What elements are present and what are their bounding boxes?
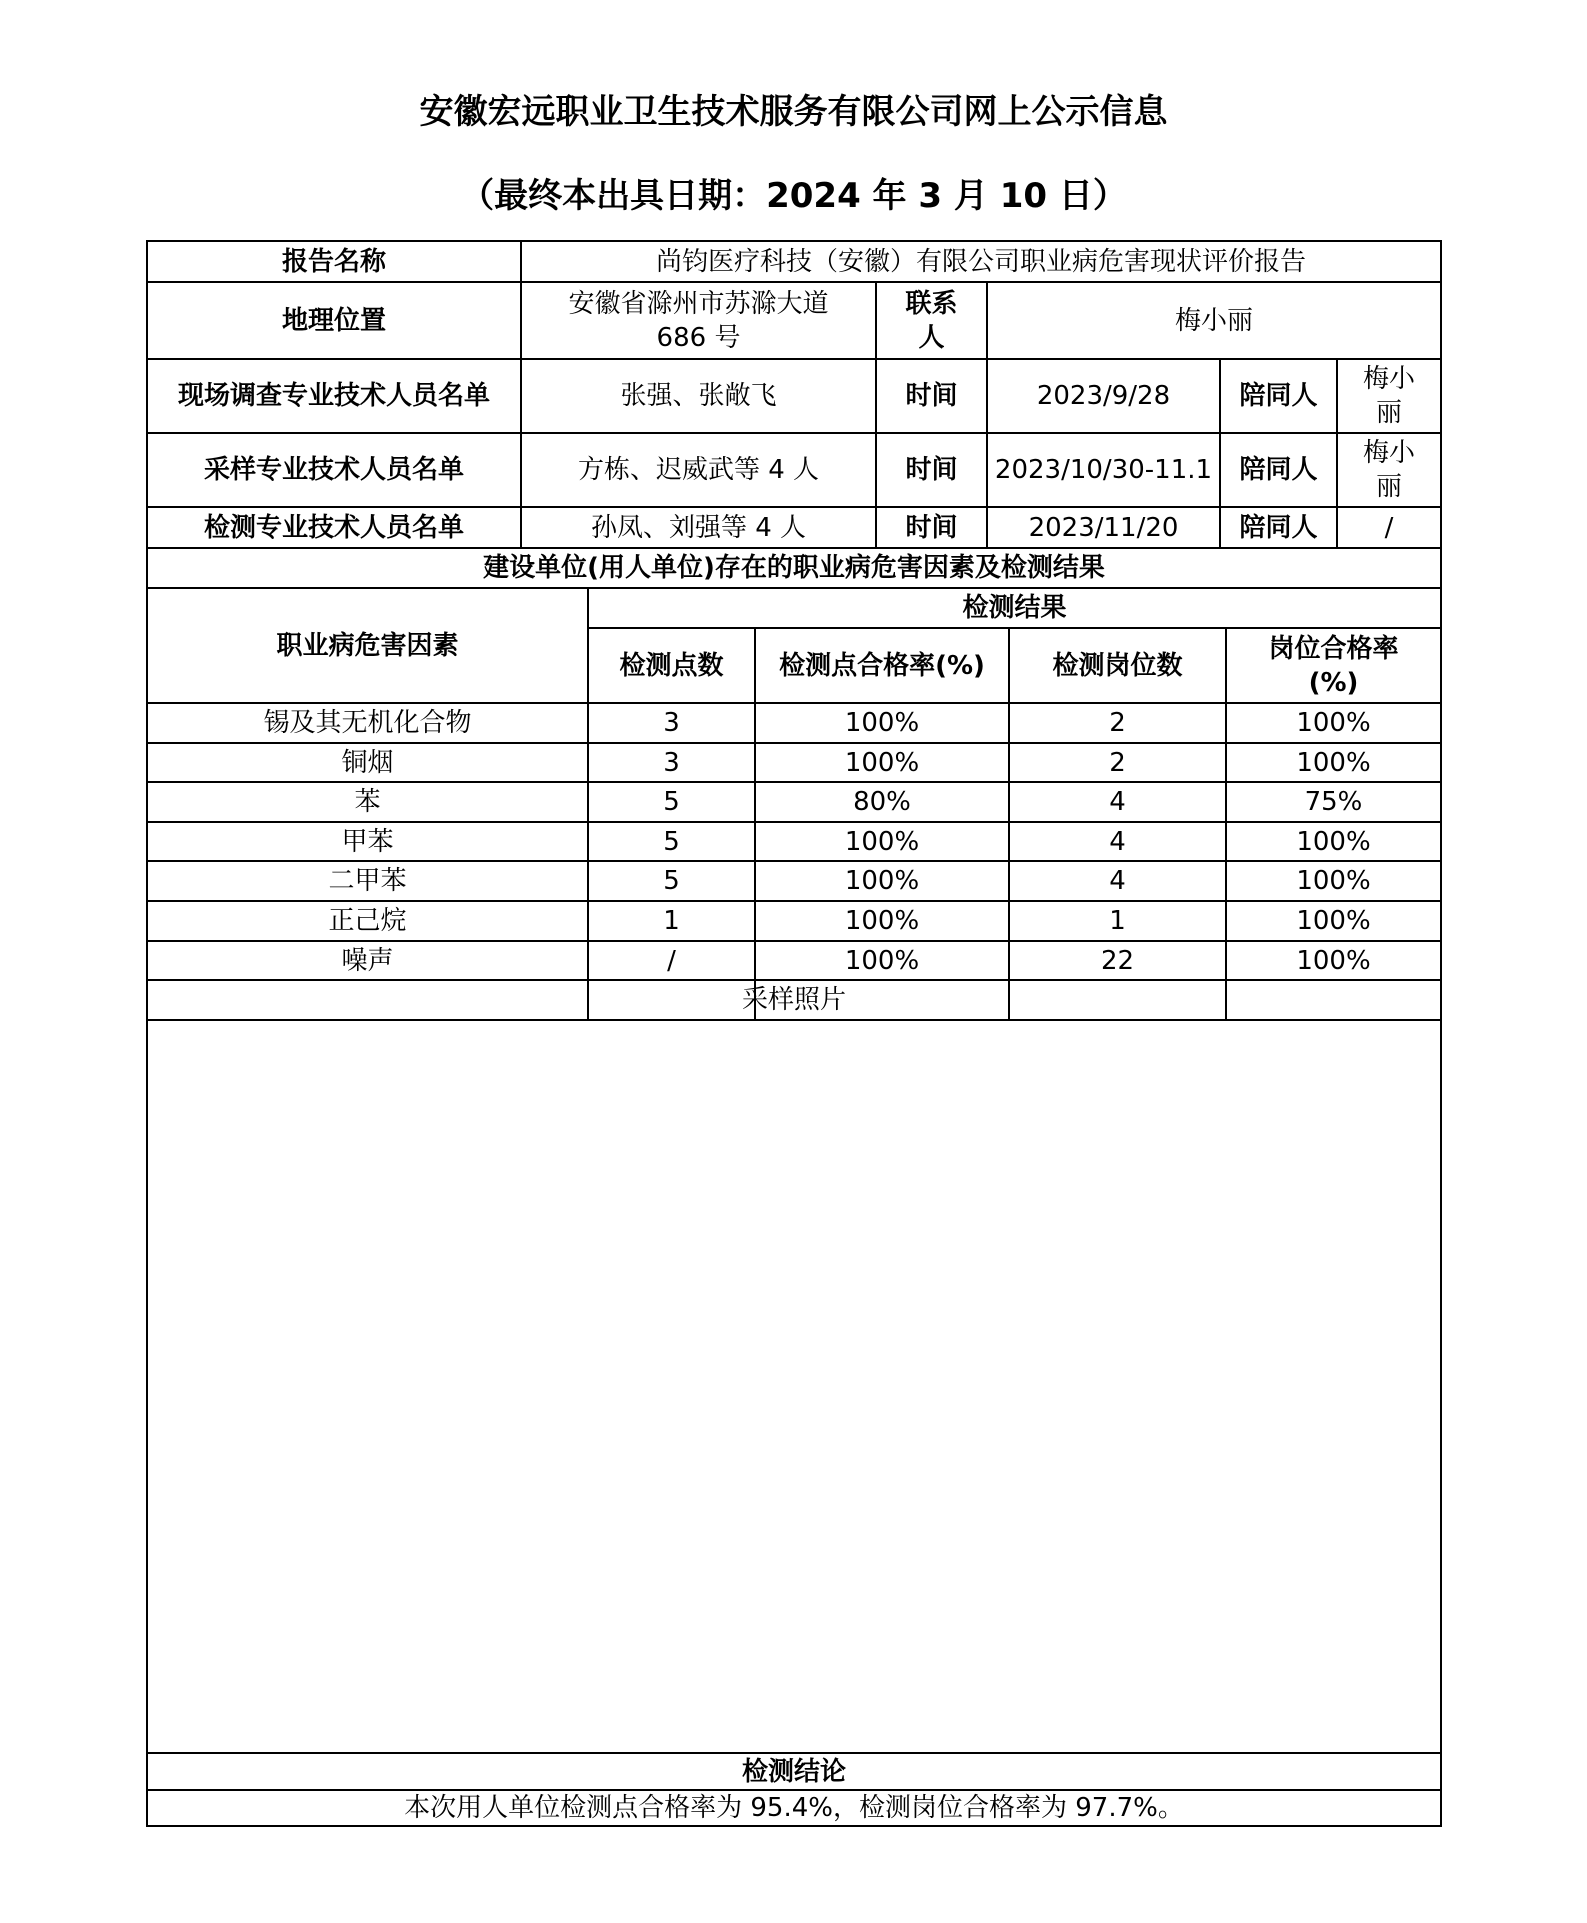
posts-cell: 4: [1109, 787, 1126, 817]
factor-cell: 锡及其无机化合物: [263, 708, 472, 738]
sampling-label: 采样专业技术人员名单: [203, 455, 464, 485]
factor-cell: 甲苯: [341, 826, 394, 857]
points-cell: 3: [663, 708, 680, 738]
points-cell: 5: [663, 866, 680, 896]
issue-date: （最终本出具日期：2024 年 3 月 10 日）: [460, 176, 1127, 216]
conclusion-text: 本次用人单位检测点合格率为 95.4%，检测岗位合格率为 97.7%。: [404, 1793, 1184, 1823]
contact-label-line-1: 联系: [905, 288, 958, 319]
posts-cell: 2: [1109, 747, 1126, 778]
testing-label: 检测专业技术人员名单: [203, 512, 464, 543]
sampling-companion-line-2: 丽: [1375, 472, 1402, 502]
post-rate-cell: 100%: [1296, 826, 1371, 857]
sampling-companion-label: 陪同人: [1239, 455, 1318, 485]
location-label: 地理位置: [281, 305, 386, 336]
results-header: 检测结果: [962, 593, 1067, 623]
factor-cell: 二甲苯: [328, 866, 407, 896]
testing-staff: 孙凤、刘强等 4 人: [590, 512, 807, 543]
col-points-header: 检测点数: [619, 650, 724, 681]
hazards-section-title: 建设单位(用人单位)存在的职业病危害因素及检测结果: [483, 553, 1105, 583]
sampling-time-label: 时间: [905, 455, 958, 485]
col-post-rate-line-1: 岗位合格率: [1268, 633, 1399, 664]
sampling-time: 2023/10/30-11.1: [994, 455, 1213, 485]
location-line-2: 686 号: [656, 322, 741, 353]
post-rate-cell: 100%: [1296, 747, 1371, 778]
point-rate-cell: 100%: [844, 866, 920, 896]
report-table: [146, 240, 1442, 1827]
survey-companion: [1338, 360, 1440, 432]
factor-cell: 噪声: [341, 945, 394, 976]
contact-value: 梅小丽: [1174, 305, 1253, 336]
conclusion-label: 检测结论: [741, 1756, 846, 1787]
posts-cell: 22: [1100, 945, 1135, 976]
testing-companion: /: [1384, 512, 1394, 543]
factor-header: 职业病危害因素: [276, 630, 459, 661]
survey-companion-line-2: 丽: [1375, 398, 1402, 428]
photos-label: 采样照片: [741, 985, 846, 1015]
survey-time: 2023/9/28: [1036, 381, 1171, 411]
testing-companion-label: 陪同人: [1239, 512, 1318, 543]
report-name-label: 报告名称: [281, 246, 386, 277]
survey-staff: 张强、张敞飞: [620, 381, 777, 411]
photos-area: [148, 1021, 1440, 1752]
post-rate-cell: 100%: [1296, 708, 1371, 738]
location-value: [522, 283, 875, 358]
page-title: 安徽宏远职业卫生技术服务有限公司网上公示信息: [419, 92, 1168, 132]
post-rate-cell: 100%: [1296, 866, 1371, 896]
post-rate-cell: 75%: [1304, 787, 1363, 817]
point-rate-cell: 100%: [844, 747, 920, 778]
post-rate-cell: 100%: [1296, 906, 1371, 936]
survey-time-label: 时间: [905, 381, 958, 411]
sampling-companion-line-1: 梅小: [1362, 438, 1415, 468]
factor-cell: 铜烟: [341, 747, 394, 778]
testing-time-label: 时间: [905, 512, 958, 543]
points-cell: 3: [663, 747, 680, 778]
survey-label: 现场调查专业技术人员名单: [177, 381, 490, 411]
factor-cell: 苯: [354, 787, 381, 817]
point-rate-cell: 100%: [844, 945, 920, 976]
location-line-1: 安徽省滁州市苏滁大道: [568, 288, 829, 319]
point-rate-cell: 100%: [844, 826, 920, 857]
posts-cell: 1: [1109, 906, 1126, 936]
contact-label: [877, 283, 986, 358]
points-cell: 1: [663, 906, 680, 936]
point-rate-cell: 100%: [844, 906, 920, 936]
posts-cell: 4: [1109, 826, 1126, 857]
factor-cell: 正己烷: [328, 906, 407, 936]
contact-label-line-2: 人: [918, 322, 945, 353]
posts-cell: 4: [1109, 866, 1126, 896]
post-rate-cell: 100%: [1296, 945, 1371, 976]
survey-companion-label: 陪同人: [1239, 381, 1318, 411]
point-rate-cell: 100%: [844, 708, 920, 738]
report-name-value: 尚钧医疗科技（安徽）有限公司职业病危害现状评价报告: [655, 246, 1306, 277]
points-cell: /: [667, 945, 676, 976]
col-post-rate-header: [1227, 629, 1440, 702]
points-cell: 5: [663, 826, 680, 857]
posts-cell: 2: [1109, 708, 1126, 738]
testing-time: 2023/11/20: [1028, 512, 1179, 543]
col-posts-header: 检测岗位数: [1052, 650, 1183, 681]
sampling-companion: [1338, 434, 1440, 506]
col-post-rate-line-2: (%): [1308, 667, 1359, 698]
points-cell: 5: [663, 787, 680, 817]
survey-companion-line-1: 梅小: [1362, 364, 1415, 394]
point-rate-cell: 80%: [853, 787, 911, 817]
col-point-rate-header: 检测点合格率(%): [779, 650, 985, 681]
sampling-staff: 方栋、迟威武等 4 人: [577, 455, 820, 485]
